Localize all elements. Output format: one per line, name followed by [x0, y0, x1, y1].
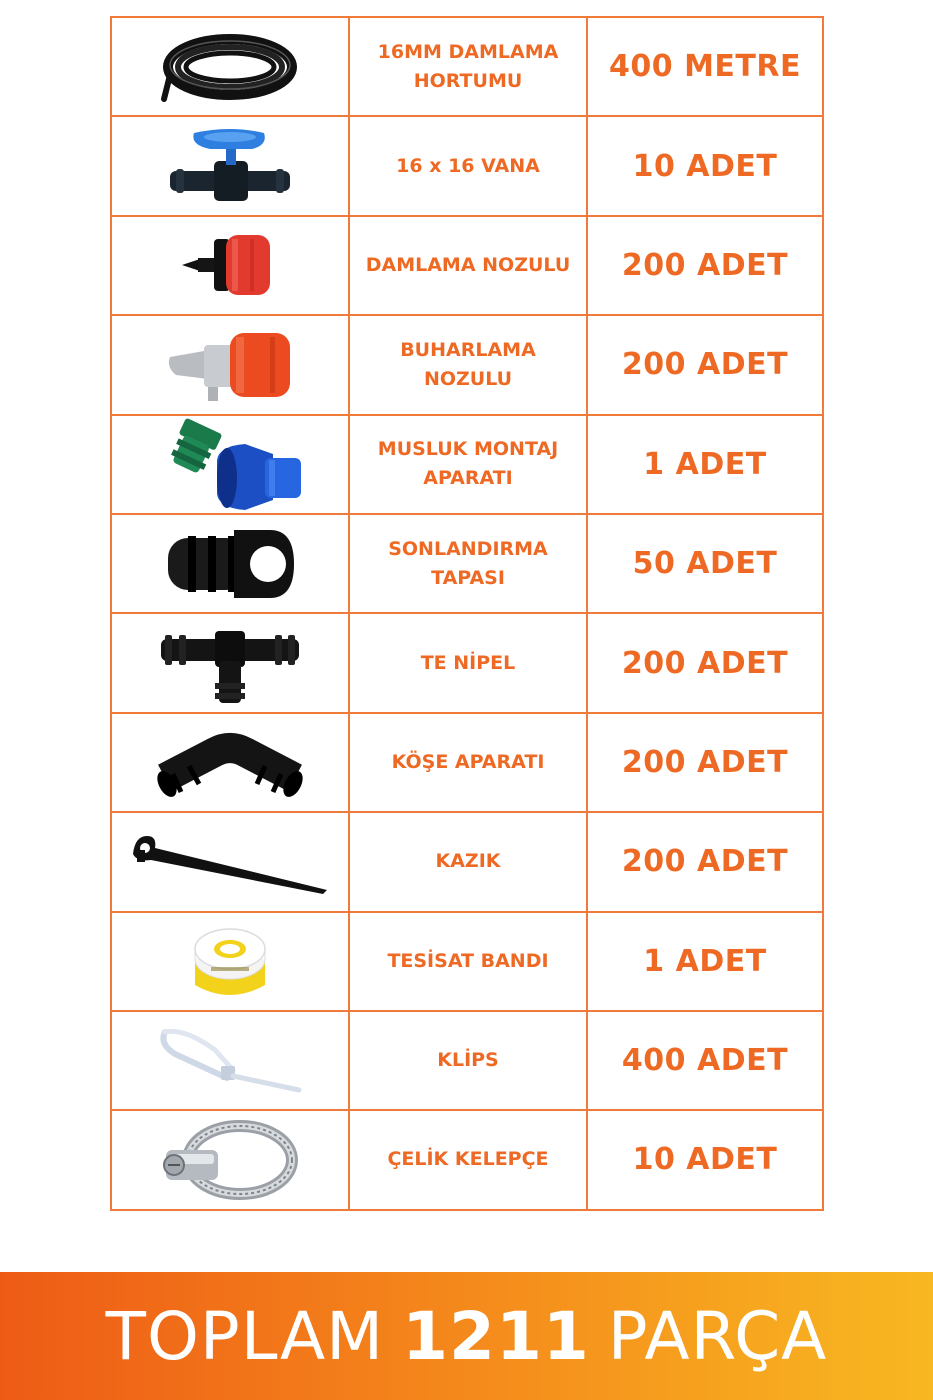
item-quantity: 50 ADET	[587, 514, 823, 613]
total-suffix: PARÇA	[607, 1297, 828, 1375]
hose-clamp-icon	[160, 1116, 300, 1204]
item-image-cell	[111, 216, 349, 315]
tee-fitting-icon	[155, 621, 305, 705]
total-count: 1211	[402, 1297, 590, 1375]
item-image-cell	[111, 912, 349, 1011]
valve-icon	[160, 125, 300, 207]
item-quantity: 200 ADET	[587, 812, 823, 911]
total-text	[106, 1298, 828, 1375]
item-quantity: 200 ADET	[587, 315, 823, 414]
cable-tie-icon	[155, 1026, 305, 1096]
item-image-cell	[111, 514, 349, 613]
item-quantity: 1 ADET	[587, 415, 823, 514]
table-row	[111, 1011, 823, 1110]
item-image-cell	[111, 17, 349, 116]
table-row	[111, 415, 823, 514]
table-row	[111, 315, 823, 414]
faucet-adapter-icon	[155, 416, 305, 512]
item-quantity: 200 ADET	[587, 713, 823, 812]
parts-table	[110, 16, 824, 1211]
table-row	[111, 812, 823, 911]
item-image-cell	[111, 415, 349, 514]
table-row	[111, 613, 823, 712]
table-row	[111, 713, 823, 812]
item-quantity: 1 ADET	[587, 912, 823, 1011]
item-image-cell	[111, 116, 349, 215]
item-name: KAZIK	[349, 812, 587, 911]
item-name: DAMLAMA NOZULU	[349, 216, 587, 315]
stake-icon	[127, 826, 333, 898]
table-row	[111, 912, 823, 1011]
table-row	[111, 216, 823, 315]
item-quantity: 10 ADET	[587, 116, 823, 215]
item-quantity: 400 METRE	[587, 17, 823, 116]
item-image-cell	[111, 613, 349, 712]
item-quantity: 10 ADET	[587, 1110, 823, 1209]
item-image-cell	[111, 713, 349, 812]
item-name: BUHARLAMA NOZULU	[349, 315, 587, 414]
item-name: MUSLUK MONTAJ APARATI	[349, 415, 587, 514]
table-row	[111, 17, 823, 116]
drip-hose-coil-icon	[160, 27, 300, 107]
item-name: SONLANDIRMA TAPASI	[349, 514, 587, 613]
table-row	[111, 514, 823, 613]
item-name: ÇELİK KELEPÇE	[349, 1110, 587, 1209]
item-image-cell	[111, 1110, 349, 1209]
mist-nozzle-icon	[160, 325, 300, 405]
elbow-fitting-icon	[155, 722, 305, 802]
item-image-cell	[111, 1011, 349, 1110]
table-row	[111, 116, 823, 215]
item-name: 16MM DAMLAMA HORTUMU	[349, 17, 587, 116]
total-banner	[0, 1272, 933, 1400]
item-quantity: 200 ADET	[587, 613, 823, 712]
end-cap-icon	[160, 524, 300, 604]
item-name: TESİSAT BANDI	[349, 912, 587, 1011]
item-quantity: 200 ADET	[587, 216, 823, 315]
item-image-cell	[111, 812, 349, 911]
plumbing-tape-icon	[185, 919, 275, 1003]
table-row	[111, 1110, 823, 1209]
item-image-cell	[111, 315, 349, 414]
item-name: TE NİPEL	[349, 613, 587, 712]
drip-nozzle-icon	[160, 225, 300, 305]
item-quantity: 400 ADET	[587, 1011, 823, 1110]
item-name: KÖŞE APARATI	[349, 713, 587, 812]
item-name: 16 x 16 VANA	[349, 116, 587, 215]
total-prefix: TOPLAM	[105, 1297, 385, 1375]
item-name: KLİPS	[349, 1011, 587, 1110]
